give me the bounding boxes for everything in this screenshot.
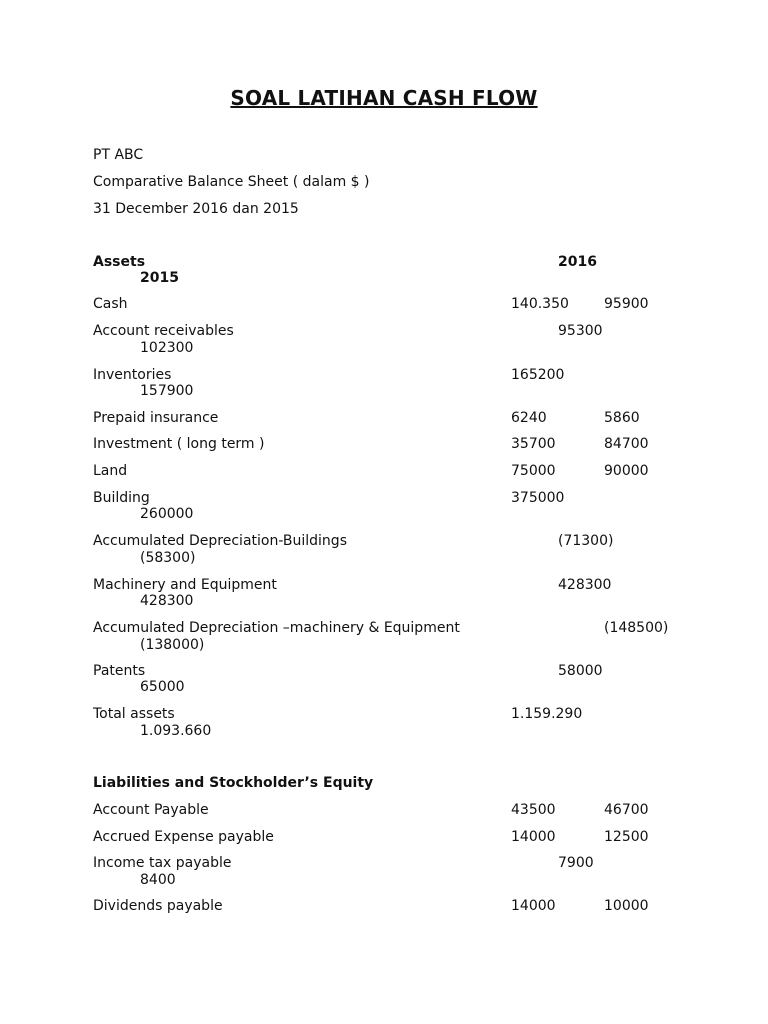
table-row [0, 620, 768, 660]
value-2016: 1.159.290 [511, 706, 583, 722]
assets-header-row [0, 254, 768, 294]
value-2015: (58300) [140, 550, 196, 566]
row-label: Accumulated Depreciation –machinery & Equipment [93, 620, 460, 636]
value-2016: 375000 [511, 490, 565, 506]
value-2015: 10000 [604, 898, 649, 914]
value-2015: 8400 [140, 872, 176, 888]
company-name: PT ABC [93, 147, 144, 163]
liabilities-heading: Liabilities and Stockholder’s Equity [93, 775, 374, 791]
table-row [0, 706, 768, 746]
value-2015: 260000 [140, 506, 194, 522]
year-2015-heading: 2015 [140, 270, 179, 286]
statement-name: Comparative Balance Sheet ( dalam $ ) [93, 174, 370, 190]
document-title: SOAL LATIHAN CASH FLOW [230, 86, 538, 110]
row-label: Prepaid insurance [93, 410, 219, 426]
value-2016: 6240 [511, 410, 547, 426]
statement-period: 31 December 2016 dan 2015 [93, 201, 299, 217]
value-2016: (148500) [604, 620, 669, 636]
row-label: Account receivables [93, 323, 234, 339]
value-2015: 84700 [604, 436, 649, 452]
row-label: Income tax payable [93, 855, 232, 871]
row-label: Inventories [93, 367, 172, 383]
row-label: Account Payable [93, 802, 209, 818]
value-2016: 14000 [511, 829, 556, 845]
row-label: Accrued Expense payable [93, 829, 274, 845]
row-label: Total assets [93, 706, 175, 722]
value-2016: 95300 [558, 323, 603, 339]
value-2016: 428300 [558, 577, 612, 593]
value-2015: 5860 [604, 410, 640, 426]
value-2015: 95900 [604, 296, 649, 312]
value-2016: 7900 [558, 855, 594, 871]
row-label: Investment ( long term ) [93, 436, 265, 452]
value-2015: 12500 [604, 829, 649, 845]
value-2015: (138000) [140, 637, 205, 653]
assets-heading: Assets [93, 254, 146, 270]
value-2015: 90000 [604, 463, 649, 479]
value-2016: (71300) [558, 533, 614, 549]
value-2015: 157900 [140, 383, 194, 399]
table-row [0, 323, 768, 363]
value-2015: 65000 [140, 679, 185, 695]
value-2015: 428300 [140, 593, 194, 609]
row-label: Building [93, 490, 150, 506]
value-2016: 75000 [511, 463, 556, 479]
row-label: Dividends payable [93, 898, 223, 914]
row-label: Accumulated Depreciation-Buildings [93, 533, 347, 549]
row-label: Cash [93, 296, 128, 312]
value-2016: 43500 [511, 802, 556, 818]
table-row [0, 533, 768, 573]
table-row [0, 577, 768, 617]
row-label: Patents [93, 663, 146, 679]
row-label: Machinery and Equipment [93, 577, 277, 593]
value-2015: 46700 [604, 802, 649, 818]
value-2016: 140.350 [511, 296, 569, 312]
value-2015: 1.093.660 [140, 723, 212, 739]
table-row [0, 855, 768, 895]
value-2016: 14000 [511, 898, 556, 914]
table-row [0, 490, 768, 530]
row-label: Land [93, 463, 128, 479]
value-2015: 102300 [140, 340, 194, 356]
table-row [0, 898, 768, 938]
year-2016-heading: 2016 [558, 254, 597, 270]
table-row [0, 663, 768, 703]
table-row [0, 367, 768, 407]
value-2016: 165200 [511, 367, 565, 383]
value-2016: 58000 [558, 663, 603, 679]
value-2016: 35700 [511, 436, 556, 452]
